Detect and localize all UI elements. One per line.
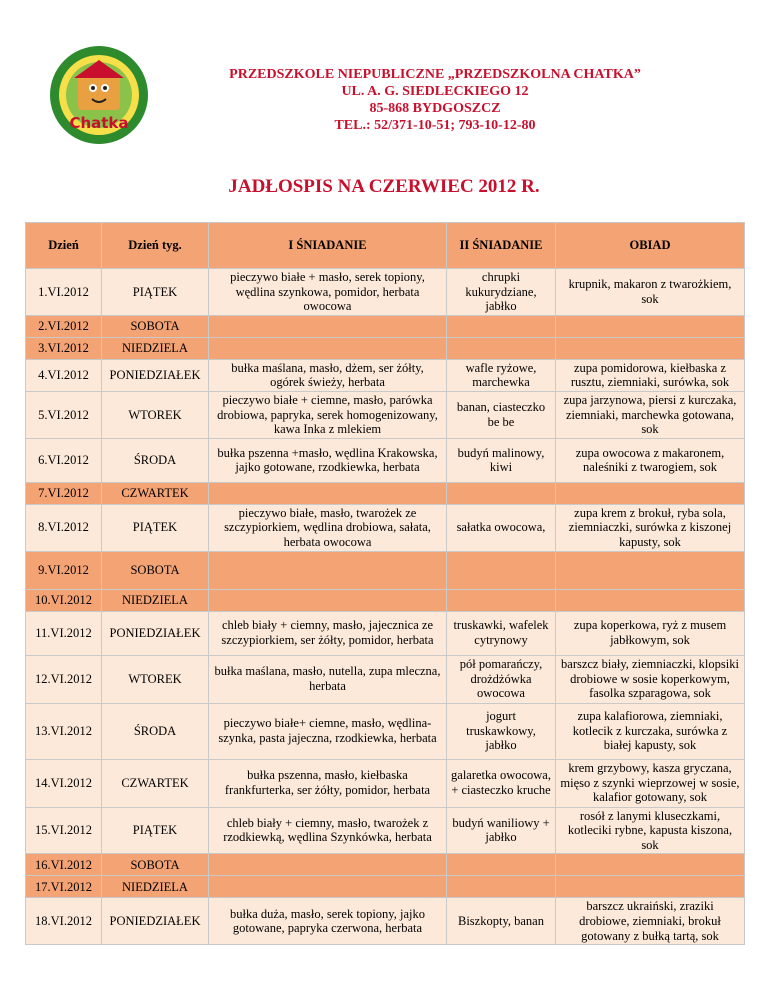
lunch-cell — [556, 482, 745, 504]
header-breakfast-2: II ŚNIADANIE — [447, 223, 556, 269]
kindergarten-header — [150, 66, 720, 134]
breakfast-2-cell: chrupki kukurydziane, jabłko — [447, 269, 556, 316]
table-row — [26, 269, 745, 316]
table-row — [26, 807, 745, 854]
table-row — [26, 551, 745, 589]
weekday-cell: NIEDZIELA — [102, 589, 209, 611]
breakfast-1-cell: pieczywo białe + ciemne, masło, parówka drobiowa, papryka, serek homogenizowany, kawa Inka z mlekiem — [209, 391, 447, 438]
breakfast-1-cell — [209, 315, 447, 337]
table-row — [26, 854, 745, 876]
weekday-cell: ŚRODA — [102, 438, 209, 482]
breakfast-2-cell — [447, 482, 556, 504]
header-phone: TEL.: 52/371-10-51; 793-10-12-80 — [334, 118, 536, 133]
header-weekday: Dzień tyg. — [102, 223, 209, 269]
lunch-cell: krem grzybowy, kasza gryczana, mięso z szynki wieprzowej w sosie, kalafior gotowany, sok — [556, 759, 745, 807]
lunch-cell — [556, 315, 745, 337]
breakfast-1-cell: bułka maślana, masło, nutella, zupa mleczna, herbata — [209, 655, 447, 703]
date-cell: 7.VI.2012 — [26, 482, 102, 504]
breakfast-1-cell: pieczywo białe, masło, twarożek ze szczypiorkiem, wędlina drobiowa, sałata, herbata owocowa — [209, 504, 447, 551]
date-cell: 13.VI.2012 — [26, 703, 102, 759]
breakfast-1-cell — [209, 551, 447, 589]
lunch-cell — [556, 589, 745, 611]
breakfast-1-cell — [209, 337, 447, 359]
date-cell: 17.VI.2012 — [26, 876, 102, 898]
menu-body — [26, 269, 745, 945]
lunch-cell: zupa pomidorowa, kiełbaska z rusztu, ziemniaki, surówka, sok — [556, 359, 745, 391]
lunch-cell: zupa krem z brokuł, ryba sola, ziemniaczki, surówka z kiszonej kapusty, sok — [556, 504, 745, 551]
header-name: PRZEDSZKOLE NIEPUBLICZNE „PRZEDSZKOLNA CHATKA” — [229, 67, 641, 82]
breakfast-2-cell: wafle ryżowe, marchewka — [447, 359, 556, 391]
table-row — [26, 391, 745, 438]
date-cell: 11.VI.2012 — [26, 611, 102, 655]
table-row — [26, 898, 745, 945]
date-cell: 15.VI.2012 — [26, 807, 102, 854]
date-cell: 12.VI.2012 — [26, 655, 102, 703]
date-cell: 18.VI.2012 — [26, 898, 102, 945]
date-cell: 9.VI.2012 — [26, 551, 102, 589]
breakfast-2-cell — [447, 589, 556, 611]
table-row — [26, 337, 745, 359]
breakfast-1-cell: pieczywo białe+ ciemne, masło, wędlina-szynka, pasta jajeczna, rzodkiewka, herbata — [209, 703, 447, 759]
date-cell: 2.VI.2012 — [26, 315, 102, 337]
lunch-cell — [556, 876, 745, 898]
weekday-cell: PONIEDZIAŁEK — [102, 611, 209, 655]
date-cell: 14.VI.2012 — [26, 759, 102, 807]
breakfast-2-cell — [447, 551, 556, 589]
breakfast-2-cell: pół pomarańczy, drożdżówka owocowa — [447, 655, 556, 703]
breakfast-1-cell — [209, 589, 447, 611]
lunch-cell — [556, 551, 745, 589]
weekday-cell: NIEDZIELA — [102, 876, 209, 898]
breakfast-1-cell — [209, 854, 447, 876]
lunch-cell — [556, 854, 745, 876]
breakfast-2-cell: budyń waniliowy + jabłko — [447, 807, 556, 854]
table-row — [26, 703, 745, 759]
breakfast-1-cell: chleb biały + ciemny, masło, twarożek z rzodkiewką, wędlina Szynkówka, herbata — [209, 807, 447, 854]
weekday-cell: CZWARTEK — [102, 759, 209, 807]
table-row — [26, 438, 745, 482]
header-date: Dzień — [26, 223, 102, 269]
header-city: 85-868 BYDGOSZCZ — [369, 101, 501, 116]
weekday-cell: PONIEDZIAŁEK — [102, 898, 209, 945]
date-cell: 6.VI.2012 — [26, 438, 102, 482]
lunch-cell: zupa owocowa z makaronem, naleśniki z twarogiem, sok — [556, 438, 745, 482]
breakfast-1-cell: chleb biały + ciemny, masło, jajecznica ze szczypiorkiem, ser żółty, pomidor, herbata — [209, 611, 447, 655]
table-row — [26, 359, 745, 391]
table-row — [26, 589, 745, 611]
breakfast-1-cell: bułka duża, masło, serek topiony, jajko gotowane, papryka czerwona, herbata — [209, 898, 447, 945]
table-row — [26, 315, 745, 337]
lunch-cell: krupnik, makaron z twarożkiem, sok — [556, 269, 745, 316]
weekday-cell: ŚRODA — [102, 703, 209, 759]
date-cell: 16.VI.2012 — [26, 854, 102, 876]
logo-text: Chatka — [69, 114, 129, 132]
breakfast-2-cell: banan, ciasteczko be be — [447, 391, 556, 438]
table-row — [26, 876, 745, 898]
breakfast-2-cell — [447, 876, 556, 898]
breakfast-1-cell: bułka pszenna, masło, kiełbaska frankfurterka, ser żółty, pomidor, herbata — [209, 759, 447, 807]
breakfast-2-cell: galaretka owocowa, + ciasteczko kruche — [447, 759, 556, 807]
lunch-cell: barszcz ukraiński, zraziki drobiowe, ziemniaki, brokuł gotowany z bułką tartą, sok — [556, 898, 745, 945]
header-street: UL. A. G. SIEDLECKIEGO 12 — [341, 84, 529, 99]
weekday-cell: SOBOTA — [102, 854, 209, 876]
breakfast-1-cell — [209, 876, 447, 898]
breakfast-2-cell: jogurt truskawkowy, jabłko — [447, 703, 556, 759]
header-breakfast-1: I ŚNIADANIE — [209, 223, 447, 269]
breakfast-2-cell: Biszkopty, banan — [447, 898, 556, 945]
table-row — [26, 655, 745, 703]
weekday-cell: PIĄTEK — [102, 504, 209, 551]
table-row — [26, 482, 745, 504]
weekday-cell: NIEDZIELA — [102, 337, 209, 359]
weekday-cell: CZWARTEK — [102, 482, 209, 504]
date-cell: 5.VI.2012 — [26, 391, 102, 438]
weekday-cell: PIĄTEK — [102, 269, 209, 316]
lunch-cell: zupa koperkowa, ryż z musem jabłkowym, sok — [556, 611, 745, 655]
breakfast-1-cell: bułka maślana, masło, dżem, ser żółty, ogórek świeży, herbata — [209, 359, 447, 391]
date-cell: 10.VI.2012 — [26, 589, 102, 611]
breakfast-1-cell: bułka pszenna +masło, wędlina Krakowska, jajko gotowane, rzodkiewka, herbata — [209, 438, 447, 482]
weekday-cell: WTOREK — [102, 391, 209, 438]
breakfast-2-cell — [447, 315, 556, 337]
kindergarten-logo — [48, 44, 150, 146]
breakfast-1-cell — [209, 482, 447, 504]
breakfast-2-cell: truskawki, wafelek cytrynowy — [447, 611, 556, 655]
lunch-cell: zupa jarzynowa, piersi z kurczaka, ziemniaki, marchewka gotowana, sok — [556, 391, 745, 438]
weekday-cell: SOBOTA — [102, 551, 209, 589]
table-row — [26, 504, 745, 551]
lunch-cell: barszcz biały, ziemniaczki, klopsiki drobiowe w sosie koperkowym, fasolka szparagowa, sok — [556, 655, 745, 703]
breakfast-1-cell: pieczywo białe + masło, serek topiony, wędlina szynkowa, pomidor, herbata owocowa — [209, 269, 447, 316]
date-cell: 1.VI.2012 — [26, 269, 102, 316]
weekday-cell: SOBOTA — [102, 315, 209, 337]
lunch-cell — [556, 337, 745, 359]
weekday-cell: PONIEDZIAŁEK — [102, 359, 209, 391]
menu-table — [25, 222, 745, 945]
breakfast-2-cell: budyń malinowy, kiwi — [447, 438, 556, 482]
lunch-cell: rosół z lanymi kluseczkami, kotleciki rybne, kapusta kiszona, sok — [556, 807, 745, 854]
breakfast-2-cell: sałatka owocowa, — [447, 504, 556, 551]
weekday-cell: WTOREK — [102, 655, 209, 703]
lunch-cell: zupa kalafiorowa, ziemniaki, kotlecik z kurczaka, surówka z białej kapusty, sok — [556, 703, 745, 759]
page-title: JADŁOSPIS NA CZERWIEC 2012 R. — [228, 176, 540, 197]
date-cell: 4.VI.2012 — [26, 359, 102, 391]
breakfast-2-cell — [447, 854, 556, 876]
weekday-cell: PIĄTEK — [102, 807, 209, 854]
date-cell: 3.VI.2012 — [26, 337, 102, 359]
breakfast-2-cell — [447, 337, 556, 359]
date-cell: 8.VI.2012 — [26, 504, 102, 551]
table-row — [26, 759, 745, 807]
header-lunch: OBIAD — [556, 223, 745, 269]
table-row — [26, 611, 745, 655]
table-header-row — [26, 223, 745, 269]
